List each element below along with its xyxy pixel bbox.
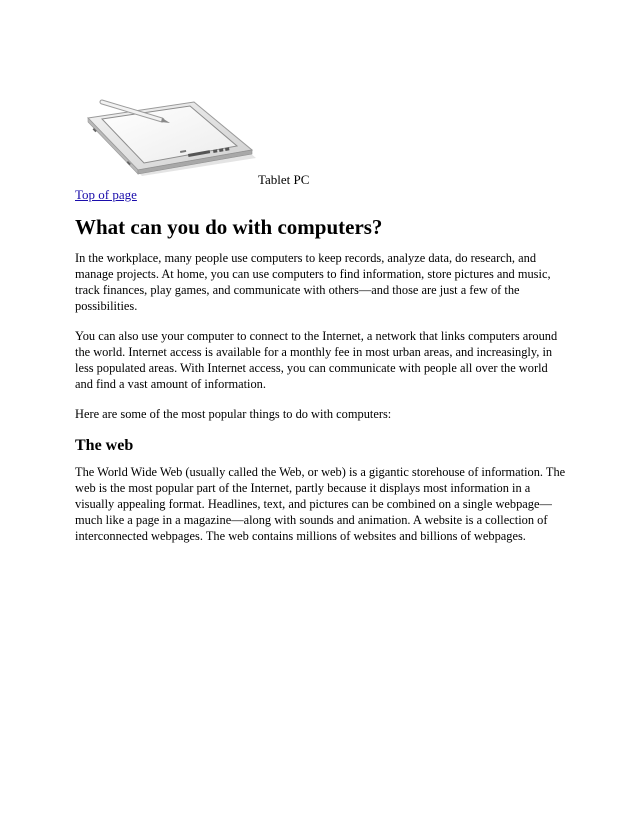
article-body — [75, 214, 567, 558]
figure-caption: Tablet PC — [258, 172, 310, 187]
internet-paragraph: You can also use your computer to connect to the Internet, a network that links computers around the world. Internet access is available for a monthly fee in most urban areas, and increasingly, in less populated areas. With Internet access, you can communicate with people all over the world and find a vast amount of information. — [75, 329, 558, 391]
web-paragraph: The World Wide Web (usually called the Web, or web) is a gigantic storehouse of information. The web is the most popular part of the Internet, partly because it displays most information in a visually appealing format. Headlines, text, and pictures can be combined on a single webpage—much like a page in a magazine—along with sounds and animation. A website is a collection of interconnected webpages. The web contains millions of websites and billions of webpages. — [75, 465, 566, 543]
subsection-heading: The web — [75, 437, 134, 454]
intro-paragraph: In the workplace, many people use computers to keep records, analyze data, do research, and manage projects. At home, you can use computers to find information, store pictures and music, track finances, play games, and communicate with others—and those are just a few of the possibilities. — [75, 251, 551, 313]
top-of-page-link[interactable]: Top of page — [75, 187, 137, 202]
tablet-pc-illustration — [80, 88, 260, 178]
section-heading: What can you do with computers? — [75, 215, 383, 239]
popular-things-paragraph: Here are some of the most popular things to do with computers: — [75, 407, 392, 421]
